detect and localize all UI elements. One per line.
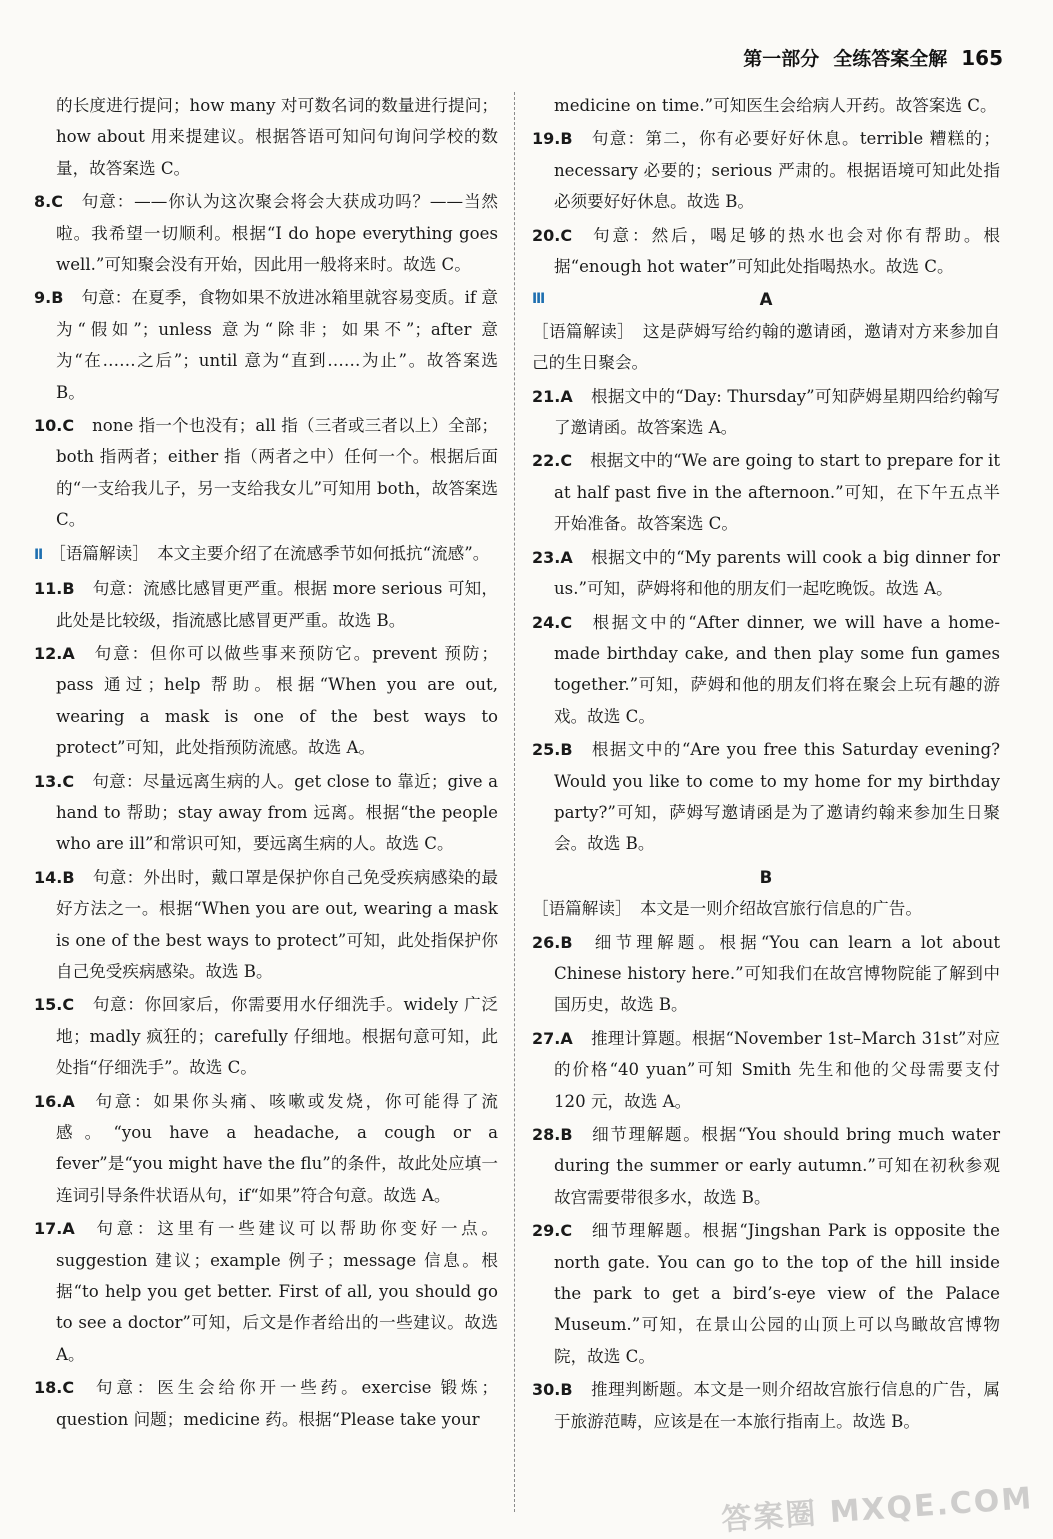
answer-number: 17.A xyxy=(34,1219,75,1239)
answer-item xyxy=(532,1374,1000,1437)
right-column xyxy=(532,90,1000,1439)
answer-number: 9.B xyxy=(34,288,64,308)
answer-explanation: 句意：在夏季，食物如果不放进冰箱里就容易变质。if 意为“假如”；unless 意为“除非；如果不”；after 意为“在……之后”；until 意为“直到……为止”。故答案选 B。 xyxy=(56,288,498,402)
answer-number: 8.C xyxy=(34,192,63,212)
answer-number: 18.C xyxy=(34,1378,75,1398)
answer-explanation: 根据文中的“After dinner, we will have a home-made birthday cake, and then play some fun games together.”可知，萨姆和他的朋友们将在聚会上玩有趣的游戏。故选 C。 xyxy=(554,612,1000,726)
section-label: 第一部分 xyxy=(743,48,820,70)
answer-number: 11.B xyxy=(34,579,75,599)
answer-number: 10.C xyxy=(34,416,75,436)
section-marker: Ⅲ xyxy=(532,291,546,308)
book-title: 全练答案全解 xyxy=(833,48,948,70)
page-header xyxy=(743,44,1003,71)
answer-explanation: 根据文中的“Day: Thursday”可知萨姆星期四给约翰写了邀请函。故答案选 A。 xyxy=(554,386,1000,438)
answer-explanation: 根据文中的“My parents will cook a big dinner for us.”可知，萨姆将和他的朋友们一起吃晚饭。故选 A。 xyxy=(554,547,1000,599)
answer-item xyxy=(532,220,1000,283)
answer-explanation: 句意：外出时，戴口罩是保护你自己免受疾病感染的最好方法之一。根据“When you are out, wearing a mask is one of the best ways to protect”可知，此处指保护你自己免受疾病感染。故选 B。 xyxy=(56,867,498,981)
answer-explanation: 句意：尽量远离生病的人。get close to 靠近；give a hand to 帮助；stay away from 远离。根据“the people who are ill”和常识可知，要远离生病的人。故选 C。 xyxy=(56,771,498,854)
answer-number: 25.B xyxy=(532,740,573,760)
answer-item xyxy=(532,607,1000,733)
answer-number: 21.A xyxy=(532,386,573,406)
answer-explanation: 细节理解题。根据“You should bring much water during the summer or early autumn.”可知在初秋参观故宫需要带很多水，故选 B。 xyxy=(554,1125,1000,1207)
answer-number: 15.C xyxy=(34,995,75,1015)
answer-item xyxy=(532,927,1000,1021)
column-divider xyxy=(514,92,515,1512)
answer-explanation: none 指一个也没有；all 指（三者或三者以上）全部；both 指两者；either 指（两者之中）任何一个。根据后面的“一支给我儿子，另一支给我女儿”可知用 both，故答案选 C。 xyxy=(56,416,498,530)
answer-item xyxy=(34,573,498,636)
answer-number: 22.C xyxy=(532,451,573,471)
answer-item xyxy=(532,1215,1000,1372)
answer-number: 28.B xyxy=(532,1125,573,1144)
continued-text: medicine on time.”可知医生会给病人开药。故答案选 C。 xyxy=(554,96,997,115)
continued-text: 的长度进行提问；how many 对可数名词的数量进行提问；how about 用来提建议。根据答语可知问句询问学校的数量，故答案选 C。 xyxy=(56,96,498,178)
answer-explanation: 句意：然后，喝足够的热水也会对你有帮助。根据“enough hot water”可知此处指喝热水。故选 C。 xyxy=(554,225,1000,277)
answer-explanation: 细节理解题。根据“Jingshan Park is opposite the north gate. You can go to the top of the hill inside the park to get a bird’s-eye view of the Palace Museum.”可知，在景山公园的山顶上可以鸟瞰故宫博物院，故选 C。 xyxy=(554,1221,1000,1366)
answer-number: 13.C xyxy=(34,771,75,791)
answer-item xyxy=(34,1213,498,1370)
passage-heading xyxy=(532,862,1000,893)
answer-number: 14.B xyxy=(34,867,75,887)
answer-number: 24.C xyxy=(532,612,573,632)
answer-number: 29.C xyxy=(532,1221,573,1241)
answer-number: 20.C xyxy=(532,225,573,245)
left-column xyxy=(34,90,498,1437)
answer-explanation: 句意：你回家后，你需要用水仔细洗手。widely 广泛地；madly 疯狂的；carefully 仔细地。根据句意可知，此处指“仔细洗手”。故选 C。 xyxy=(56,995,498,1078)
answer-explanation: 根据文中的“Are you free this Saturday evening? Would you like to come to my home for my birthday party?”可知，萨姆写邀请函是为了邀请约翰来参加生日聚会。故选 B。 xyxy=(554,740,1000,854)
answer-item xyxy=(34,410,498,536)
section-intro xyxy=(34,538,498,571)
answer-item xyxy=(34,989,498,1083)
answer-item xyxy=(34,1086,498,1212)
page-number: 165 xyxy=(961,46,1003,70)
answer-item xyxy=(34,638,498,764)
answer-item xyxy=(34,1372,498,1435)
answer-number: 12.A xyxy=(34,643,75,663)
answer-explanation: 句意：医生会给你开一些药。exercise 锻炼；question 问题；medicine 药。根据“Please take your xyxy=(56,1378,498,1429)
passage-letter: B xyxy=(759,867,773,887)
answer-item xyxy=(34,862,498,988)
answer-explanation: 句意：第二，你有必要好好休息。terrible 糟糕的；necessary 必要的；serious 严肃的。根据语境可知此处指必须要好好休息。故选 B。 xyxy=(554,129,1000,212)
answer-explanation: 根据文中的“We are going to start to prepare for it at half past five in the afternoon.”可知，在下午五点半开始准备。故答案选 C。 xyxy=(554,451,1000,534)
answer-number: 26.B xyxy=(532,932,573,952)
answer-explanation: 句意：——你认为这次聚会将会大获成功吗？——当然啦。我希望一切顺利。根据“I do hope everything goes well.”可知聚会没有开始，因此用一般将来时。故选 C。 xyxy=(56,192,498,275)
answer-item xyxy=(532,1119,1000,1213)
answer-number: 16.A xyxy=(34,1091,75,1111)
answer-number: 27.A xyxy=(532,1028,573,1048)
passage-summary: ［语篇解读］ 这是萨姆写给约翰的邀请函，邀请对方来参加自己的生日聚会。 xyxy=(532,321,1000,373)
answer-explanation: 句意：这里有一些建议可以帮助你变好一点。suggestion 建议；example 例子；message 信息。根据“to help you get better. First of all, you should go to see a doctor”可知，后文是作者给出的一些建议。故选 A。 xyxy=(56,1219,498,1364)
section-marker: Ⅱ xyxy=(34,546,44,563)
answer-number: 19.B xyxy=(532,129,573,149)
answer-item xyxy=(532,445,1000,539)
answer-explanation: 句意：但你可以做些事来预防它。prevent 预防；pass 通过；help 帮助。根据“When you are out, wearing a mask is one of the best ways to protect”可知，此处指预防流感。故选 A。 xyxy=(56,643,498,758)
passage-summary: ［语篇解读］ 本文主要介绍了在流感季节如何抵抗“流感”。 xyxy=(49,543,490,563)
answer-item xyxy=(34,186,498,280)
answer-explanation: 推理判断题。本文是一则介绍故宫旅行信息的广告，属于旅游范畴，应该是在一本旅行指南上。故选 B。 xyxy=(554,1380,1000,1431)
answer-item xyxy=(532,381,1000,444)
answer-item xyxy=(532,542,1000,605)
passage-summary: ［语篇解读］ 本文是一则介绍故宫旅行信息的广告。 xyxy=(532,899,922,919)
answer-explanation: 句意：如果你头痛、咳嗽或发烧，你可能得了流感。“you have a headache, a cough or a fever”是“you might have the flu”的条件，故此处应填一连词引导条件状语从句，if“如果”符合句意。故选 A。 xyxy=(56,1091,498,1205)
passage-letter: A xyxy=(759,290,773,310)
answer-item xyxy=(34,282,498,408)
answer-item xyxy=(532,734,1000,860)
answer-explanation: 细节理解题。根据“You can learn a lot about Chinese history here.”可知我们在故宫博物院能了解到中国历史，故选 B。 xyxy=(554,932,1000,1015)
answer-number: 23.A xyxy=(532,547,573,567)
answer-explanation: 推理计算题。根据“November 1st–March 31st”对应的价格“40 yuan”可知 Smith 先生和他的父母需要支付 120 元，故选 A。 xyxy=(554,1028,1000,1111)
answer-explanation: 句意：流感比感冒更严重。根据 more serious 可知，此处是比较级，指流感比感冒更严重。故选 B。 xyxy=(56,579,498,630)
passage-heading xyxy=(532,284,1000,315)
answer-item xyxy=(532,1023,1000,1117)
answer-item xyxy=(532,123,1000,217)
answer-number: 30.B xyxy=(532,1380,573,1400)
answer-item xyxy=(34,766,498,860)
watermark-logo: 答案圈 MXQE.COM xyxy=(720,1481,1035,1538)
